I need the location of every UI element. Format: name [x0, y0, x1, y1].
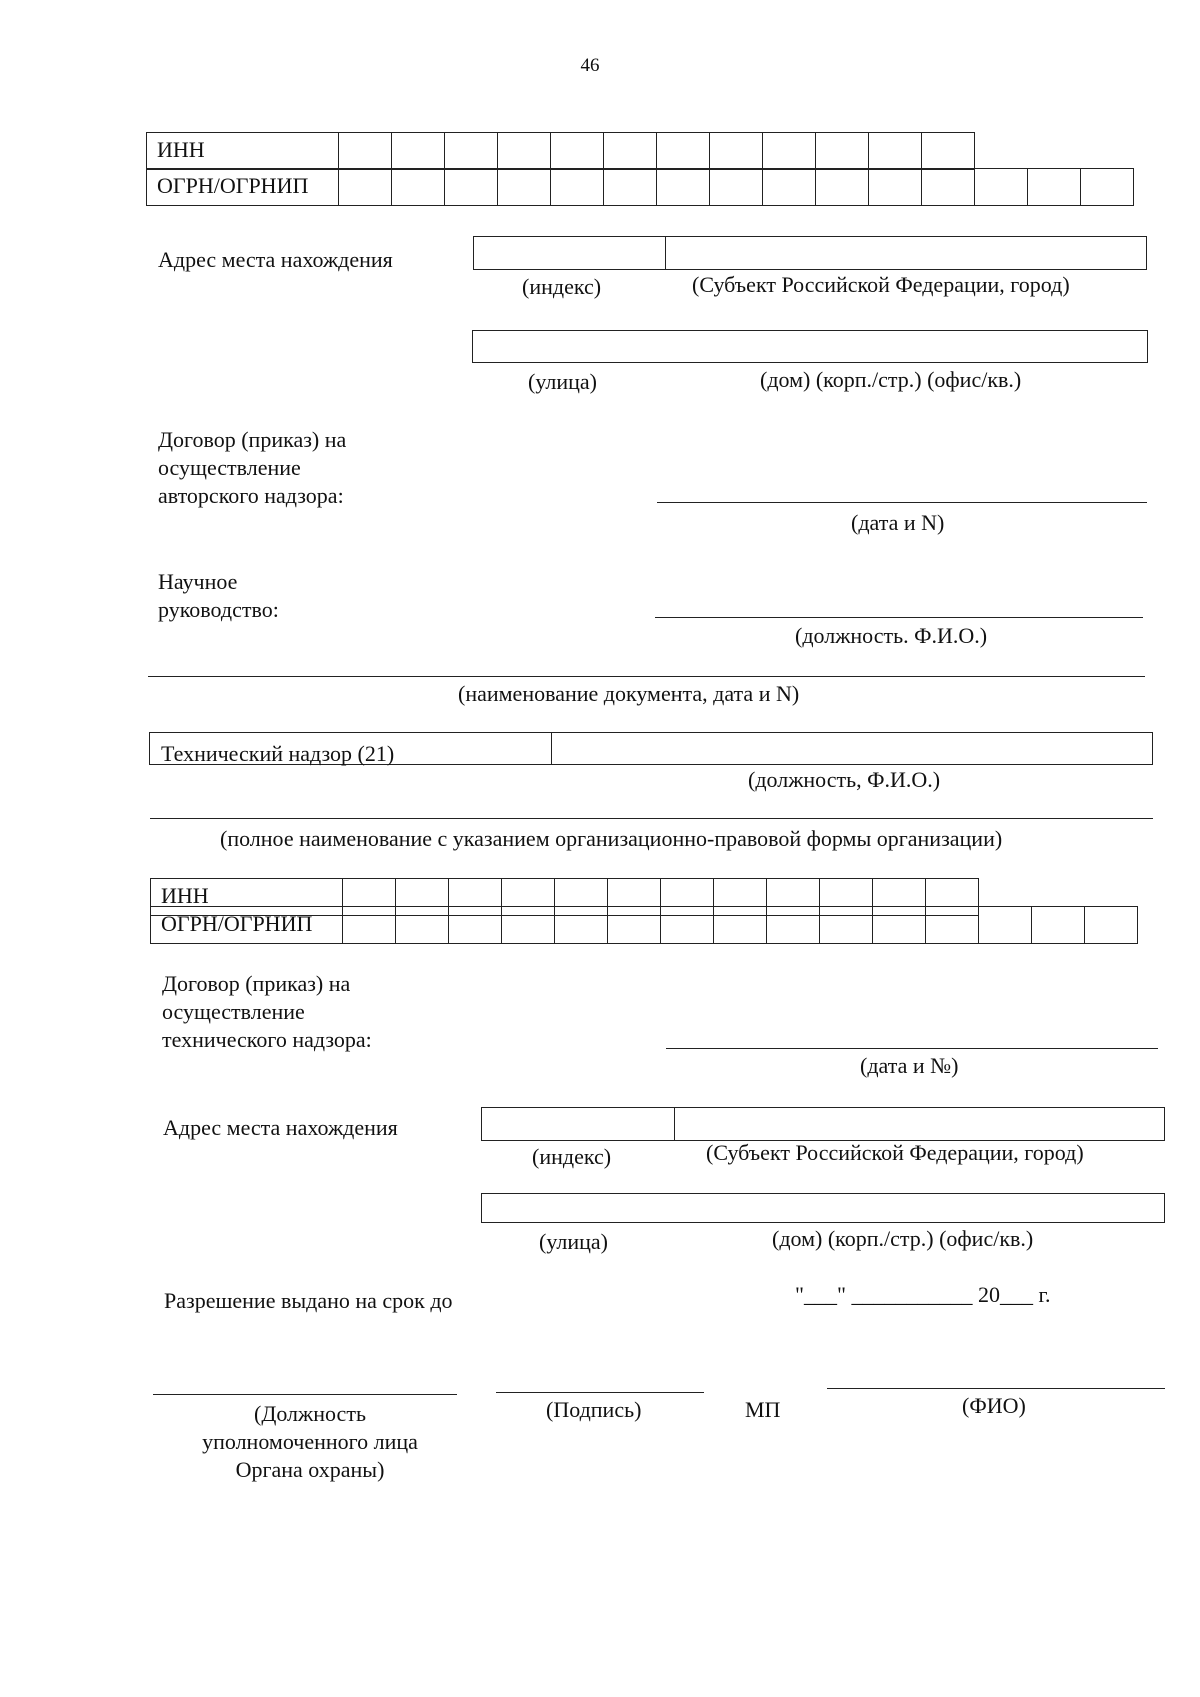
ogrn-cell[interactable]: [342, 906, 397, 944]
ogrn-cell[interactable]: [554, 906, 609, 944]
ogrn-cell[interactable]: [444, 168, 499, 206]
address-street-field[interactable]: [472, 330, 1148, 363]
page-number: 46: [580, 55, 600, 76]
doc-line[interactable]: [148, 676, 1145, 677]
ogrn-cell[interactable]: [395, 906, 450, 944]
tech-supervision-label: Технический надзор (21): [161, 741, 395, 766]
inn-cell[interactable]: [550, 132, 605, 170]
inn-cell[interactable]: [391, 132, 446, 170]
tech-address-city-field[interactable]: [481, 1107, 1165, 1141]
permit-label: Разрешение выдано на срок до: [164, 1288, 453, 1313]
fio-line[interactable]: [827, 1388, 1165, 1389]
ogrn-row: [146, 168, 1134, 206]
inn-cell[interactable]: [709, 132, 764, 170]
ogrn-cell[interactable]: [338, 168, 393, 206]
tech-separator: [551, 733, 552, 764]
tech-inn-label: ИНН: [150, 878, 343, 916]
position-caption: (Должность уполномоченного лица Органа охраны): [202, 1401, 418, 1482]
inn-cell[interactable]: [603, 132, 658, 170]
tech-index-caption: (индекс): [532, 1144, 612, 1169]
signature-caption: (Подпись): [546, 1397, 642, 1422]
author-contract-line[interactable]: [657, 502, 1147, 503]
inn-cell[interactable]: [762, 132, 817, 170]
inn-label: ИНН: [146, 132, 339, 170]
house-caption: (дом) (корп./стр.) (офис/кв.): [760, 367, 1022, 392]
ogrn-cell[interactable]: [974, 168, 1029, 206]
ogrn-cell[interactable]: [603, 168, 658, 206]
index-separator: [665, 237, 666, 269]
ogrn-cell[interactable]: [660, 906, 715, 944]
subject-caption: (Субъект Российской Федерации, город): [692, 272, 1070, 297]
science-label: Научное руководство:: [158, 569, 279, 622]
address-city-field[interactable]: [473, 236, 1147, 270]
tech-ogrn-label: ОГРН/ОГРНИП: [150, 906, 343, 944]
tech-address-label: Адрес места нахождения: [163, 1115, 398, 1140]
author-contract-label: Договор (приказ) на осуществление авторского надзора:: [158, 427, 347, 508]
inn-cell[interactable]: [444, 132, 499, 170]
tech-subject-caption: (Субъект Российской Федерации, город): [706, 1140, 1084, 1165]
tech-person-caption: (должность, Ф.И.О.): [748, 767, 941, 792]
ogrn-cell[interactable]: [550, 168, 605, 206]
tech-contract-line[interactable]: [666, 1048, 1158, 1049]
ogrn-cell[interactable]: [766, 906, 821, 944]
ogrn-cell[interactable]: [762, 168, 817, 206]
tech-org-line[interactable]: [150, 818, 1153, 819]
ogrn-cell[interactable]: [448, 906, 503, 944]
inn-cell[interactable]: [338, 132, 393, 170]
ogrn-cell[interactable]: [1084, 906, 1139, 944]
address-label: Адрес места нахождения: [158, 247, 393, 272]
ogrn-cell[interactable]: [607, 906, 662, 944]
inn-row: [146, 132, 975, 170]
ogrn-cell[interactable]: [925, 906, 980, 944]
author-contract-caption: (дата и N): [851, 510, 945, 535]
ogrn-cell[interactable]: [978, 906, 1033, 944]
tech-street-caption: (улица): [539, 1229, 608, 1254]
ogrn-cell[interactable]: [868, 168, 923, 206]
ogrn-cell[interactable]: [815, 168, 870, 206]
ogrn-cell[interactable]: [872, 906, 927, 944]
inn-cell[interactable]: [656, 132, 711, 170]
position-line[interactable]: [153, 1394, 457, 1395]
ogrn-cell[interactable]: [1080, 168, 1135, 206]
ogrn-cell[interactable]: [656, 168, 711, 206]
tech-index-separator: [674, 1108, 675, 1140]
ogrn-cell[interactable]: [1031, 906, 1086, 944]
tech-contract-caption: (дата и №): [860, 1053, 959, 1078]
tech-contract-label: Договор (приказ) на осуществление технического надзора:: [162, 971, 372, 1052]
ogrn-cell[interactable]: [713, 906, 768, 944]
ogrn-cell[interactable]: [501, 906, 556, 944]
tech-address-street-field[interactable]: [481, 1193, 1165, 1223]
ogrn-cell[interactable]: [497, 168, 552, 206]
ogrn-cell[interactable]: [921, 168, 976, 206]
ogrn-cell[interactable]: [819, 906, 874, 944]
stamp-label: МП: [745, 1397, 781, 1422]
science-caption: (должность. Ф.И.О.): [795, 623, 988, 648]
ogrn-label: ОГРН/ОГРНИП: [146, 168, 339, 206]
ogrn-cell[interactable]: [1027, 168, 1082, 206]
fio-caption: (ФИО): [962, 1393, 1026, 1418]
inn-cell[interactable]: [868, 132, 923, 170]
index-caption: (индекс): [522, 274, 602, 299]
permit-date[interactable]: "___" ___________ 20___ г.: [795, 1282, 1051, 1307]
street-caption: (улица): [528, 369, 597, 394]
signature-line[interactable]: [496, 1392, 704, 1393]
science-line[interactable]: [655, 617, 1143, 618]
tech-ogrn-row: [150, 906, 1138, 944]
inn-cell[interactable]: [921, 132, 976, 170]
inn-cell[interactable]: [815, 132, 870, 170]
tech-org-caption: (полное наименование с указанием организационно-правовой формы организации): [220, 826, 1003, 851]
ogrn-cell[interactable]: [709, 168, 764, 206]
tech-house-caption: (дом) (корп./стр.) (офис/кв.): [772, 1226, 1034, 1251]
ogrn-cell[interactable]: [391, 168, 446, 206]
inn-cell[interactable]: [497, 132, 552, 170]
doc-caption: (наименование документа, дата и N): [458, 681, 800, 706]
